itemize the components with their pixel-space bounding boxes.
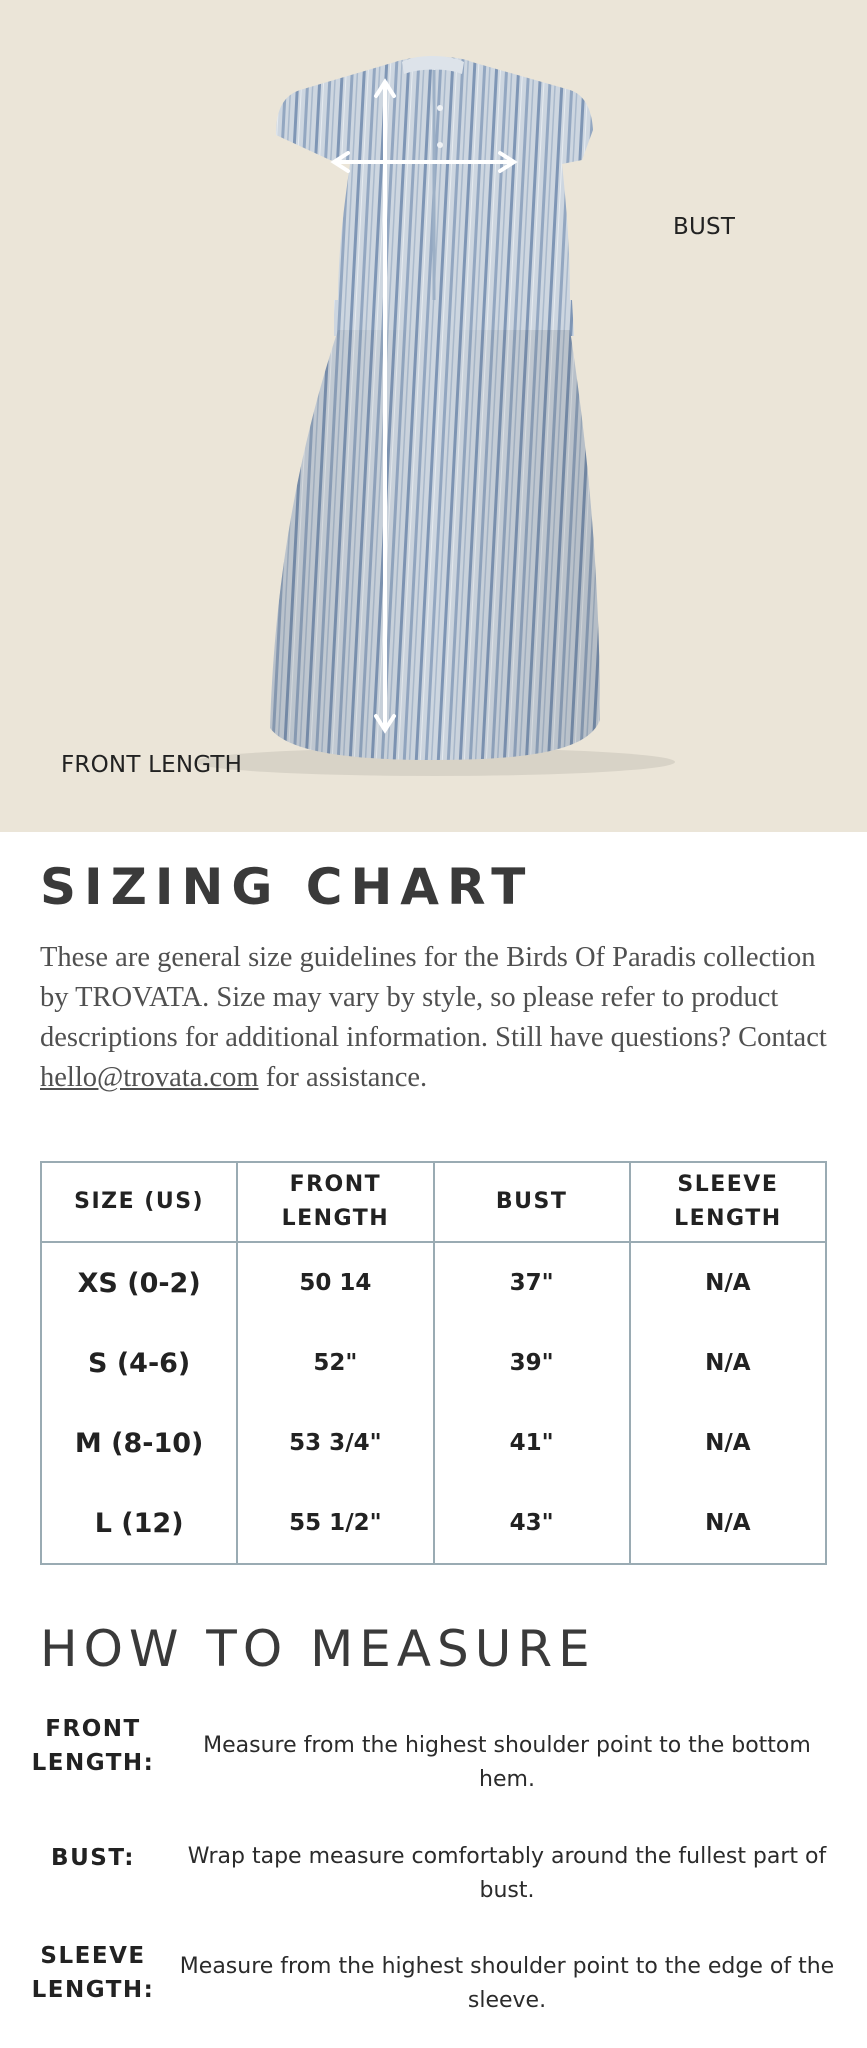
bust-measure-label: BUST:	[51, 1845, 135, 1871]
table-row	[41, 1323, 826, 1403]
front-length-measure-label: FRONT LENGTH:	[31, 1716, 155, 1776]
column-header-front-length: FRONT LENGTH	[237, 1162, 433, 1242]
front-length-measure-desc: Measure from the highest shoulder point to the bottom hem.	[203, 1733, 811, 1792]
front-length-cell: 50 14	[237, 1242, 433, 1323]
table-row	[41, 1403, 826, 1483]
column-header-sleeve-length: SLEEVE LENGTH	[630, 1162, 826, 1242]
front-length-cell: 53 3/4"	[237, 1403, 433, 1483]
size-cell: M (8-10)	[41, 1403, 237, 1483]
bust-cell: 41"	[434, 1403, 630, 1483]
bust-cell: 37"	[434, 1242, 630, 1323]
contact-email-link[interactable]: hello@trovata.com	[40, 1062, 259, 1093]
intro-suffix: for assistance.	[258, 1062, 428, 1093]
size-table	[40, 1161, 827, 1565]
front-length-label: FRONT LENGTH	[61, 752, 243, 778]
size-table-header	[41, 1162, 826, 1242]
table-row	[41, 1483, 826, 1564]
product-hero	[0, 0, 867, 832]
column-header-bust: BUST	[434, 1162, 630, 1242]
size-cell: L (12)	[41, 1483, 237, 1564]
bust-cell: 39"	[434, 1323, 630, 1403]
column-header-size: SIZE (US)	[41, 1162, 237, 1242]
sizing-chart-title: SIZING CHART	[40, 858, 534, 916]
sleeve-length-cell: N/A	[630, 1403, 826, 1483]
sleeve-length-cell: N/A	[630, 1323, 826, 1403]
size-cell: XS (0-2)	[41, 1242, 237, 1323]
sleeve-length-measure-desc: Measure from the highest shoulder point to the edge of the sleeve.	[179, 1954, 835, 2013]
front-length-cell: 55 1/2"	[237, 1483, 433, 1564]
size-cell: S (4-6)	[41, 1323, 237, 1403]
front-length-cell: 52"	[237, 1323, 433, 1403]
bust-measure-desc: Wrap tape measure comfortably around the fullest part of bust.	[187, 1844, 827, 1903]
dress-measurement-image	[0, 0, 867, 832]
table-row	[41, 1242, 826, 1323]
how-to-measure-title: HOW TO MEASURE	[40, 1620, 596, 1678]
bust-cell: 43"	[434, 1483, 630, 1564]
sizing-intro	[40, 938, 840, 1098]
bust-label: BUST	[673, 214, 736, 240]
intro-text: These are general size guidelines for the Birds Of Paradis collection by TROVATA. Size may vary by style, so please refer to product descriptions for additional information. Still have questions? Contact	[40, 942, 827, 1053]
sleeve-length-cell: N/A	[630, 1483, 826, 1564]
sleeve-length-cell: N/A	[630, 1242, 826, 1323]
sleeve-length-measure-label: SLEEVE LENGTH:	[31, 1943, 155, 2003]
